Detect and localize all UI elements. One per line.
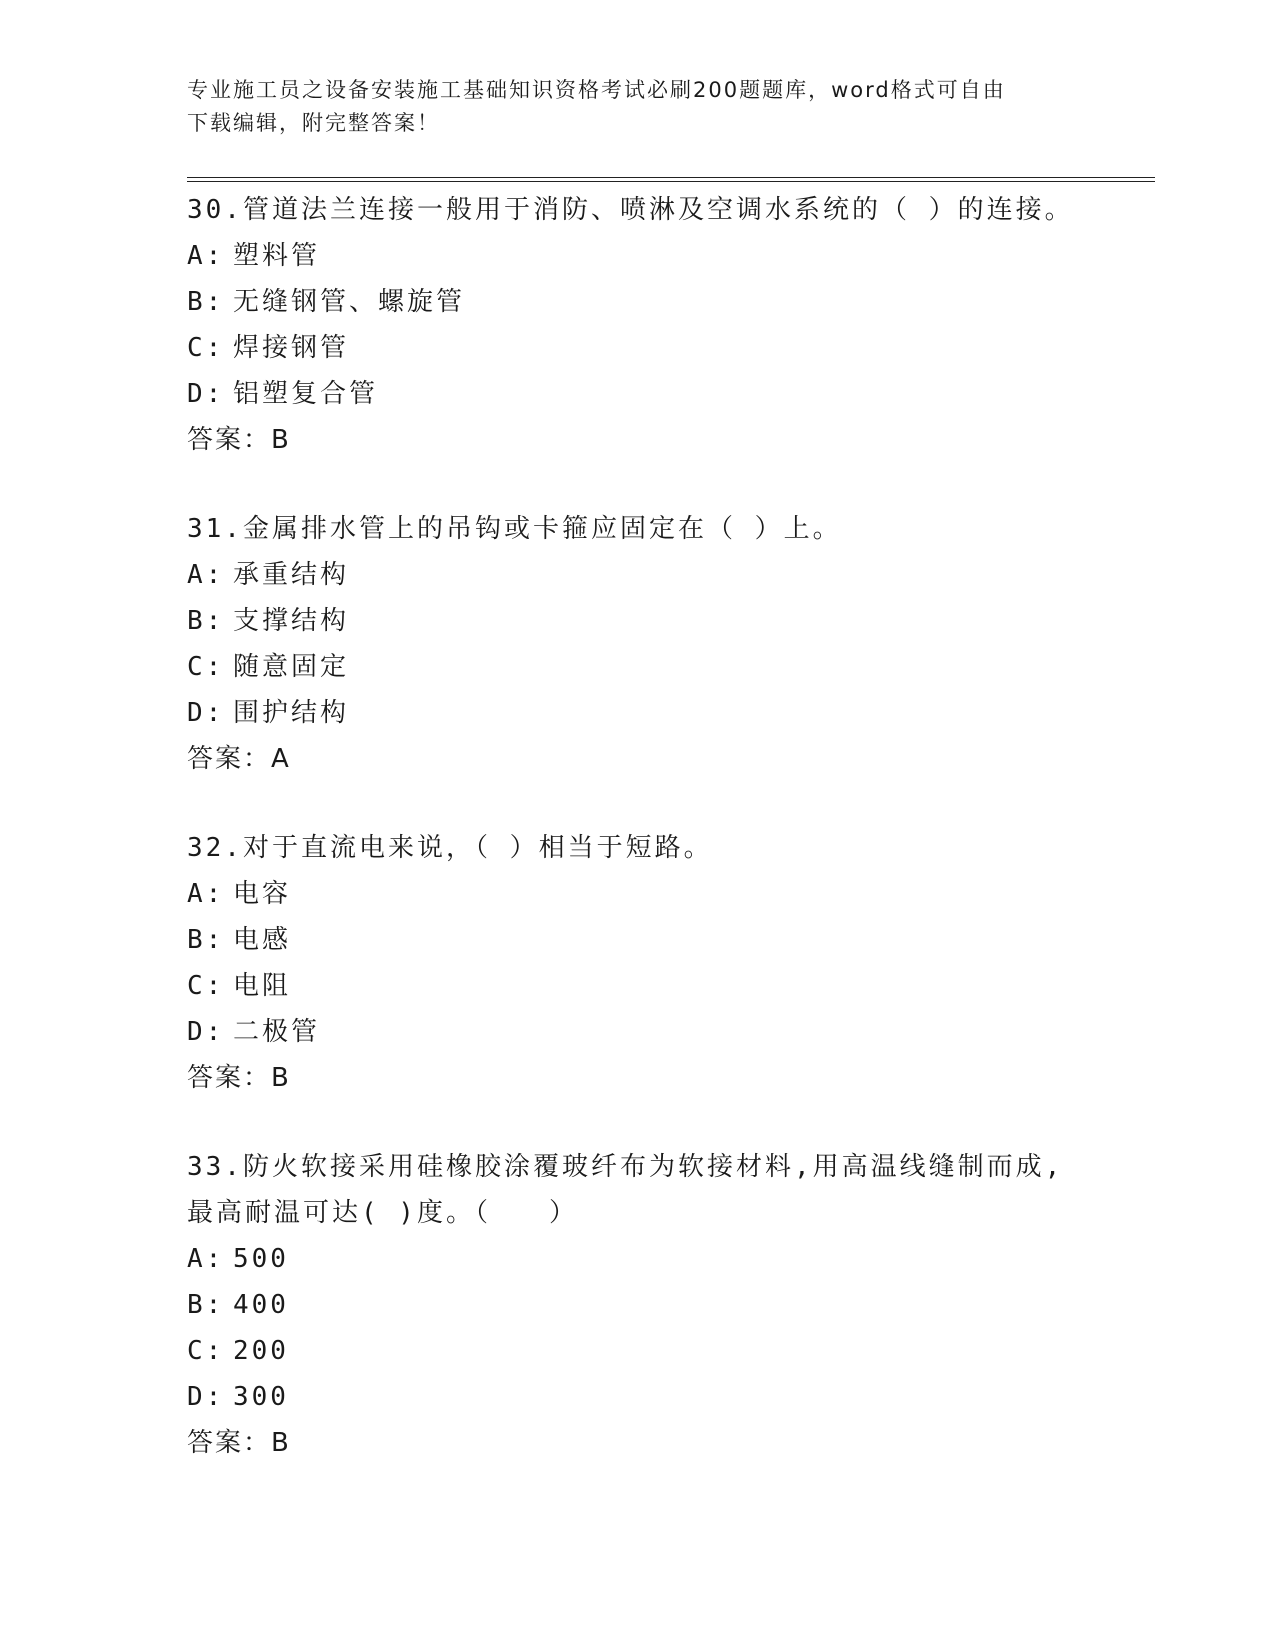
option-text: 无缝钢管、螺旋管	[233, 287, 466, 317]
option-letter: D:	[187, 379, 225, 409]
option-text: 随意固定	[233, 652, 350, 682]
option-letter: D:	[187, 1382, 225, 1412]
answer-label: 答案：	[187, 1428, 272, 1458]
answer-value: B	[271, 1428, 291, 1458]
option-text: 承重结构	[233, 560, 350, 590]
option-letter: C:	[187, 971, 225, 1001]
question-31	[187, 506, 1087, 782]
answer-line	[187, 1420, 1087, 1466]
answer-value: A	[271, 744, 291, 774]
option-c	[187, 1328, 1087, 1374]
option-text: 电阻	[233, 971, 292, 1001]
option-d	[187, 1009, 1087, 1055]
option-c	[187, 644, 1087, 690]
option-letter: C:	[187, 652, 225, 682]
option-letter: D:	[187, 698, 225, 728]
option-text: 200	[233, 1336, 289, 1366]
option-text: 二极管	[233, 1017, 321, 1047]
answer-line	[187, 417, 1087, 463]
option-a	[187, 871, 1087, 917]
option-text: 围护结构	[233, 698, 350, 728]
option-text: 电容	[233, 879, 292, 909]
option-letter: B:	[187, 606, 225, 636]
answer-label: 答案：	[187, 425, 272, 455]
option-letter: B:	[187, 925, 225, 955]
question-title: 31.金属排水管上的吊钩或卡箍应固定在（ ）上。	[187, 514, 842, 544]
option-d	[187, 690, 1087, 736]
option-letter: A:	[187, 560, 225, 590]
option-a	[187, 233, 1087, 279]
question-list	[187, 187, 1087, 1509]
question-title: 33.防火软接采用硅橡胶涂覆玻纤布为软接材料,用高温线缝制而成,最高耐温可达( )度。（ ）	[187, 1152, 1064, 1228]
answer-value: B	[271, 425, 291, 455]
option-c	[187, 325, 1087, 371]
answer-label: 答案：	[187, 744, 272, 774]
option-b	[187, 279, 1087, 325]
document-header	[187, 74, 1067, 140]
question-32	[187, 825, 1087, 1101]
option-b	[187, 1282, 1087, 1328]
header-line-1: 专业施工员之设备安装施工基础知识资格考试必刷200题题库，word格式可自由	[187, 78, 1006, 102]
answer-line	[187, 1055, 1087, 1101]
option-text: 铝塑复合管	[233, 379, 379, 409]
option-c	[187, 963, 1087, 1009]
question-30	[187, 187, 1087, 463]
option-letter: A:	[187, 1244, 225, 1274]
option-text: 电感	[233, 925, 292, 955]
header-divider	[187, 177, 1155, 182]
option-text: 支撑结构	[233, 606, 350, 636]
option-text: 塑料管	[233, 241, 321, 271]
question-33	[187, 1144, 1087, 1466]
header-line-2: 下载编辑，附完整答案！	[187, 111, 440, 135]
option-letter: C:	[187, 333, 225, 363]
option-text: 焊接钢管	[233, 333, 350, 363]
option-b	[187, 917, 1087, 963]
answer-value: B	[271, 1063, 291, 1093]
option-text: 400	[233, 1290, 289, 1320]
option-letter: C:	[187, 1336, 225, 1366]
option-text: 300	[233, 1382, 289, 1412]
option-letter: A:	[187, 241, 225, 271]
answer-label: 答案：	[187, 1063, 272, 1093]
option-letter: B:	[187, 287, 225, 317]
option-d	[187, 371, 1087, 417]
answer-line	[187, 736, 1087, 782]
option-text: 500	[233, 1244, 289, 1274]
option-a	[187, 552, 1087, 598]
option-a	[187, 1236, 1087, 1282]
question-title: 30.管道法兰连接一般用于消防、喷淋及空调水系统的（ ）的连接。	[187, 195, 1074, 225]
option-d	[187, 1374, 1087, 1420]
option-letter: A:	[187, 879, 225, 909]
question-title: 32.对于直流电来说，（ ）相当于短路。	[187, 833, 713, 863]
option-letter: B:	[187, 1290, 225, 1320]
option-b	[187, 598, 1087, 644]
option-letter: D:	[187, 1017, 225, 1047]
